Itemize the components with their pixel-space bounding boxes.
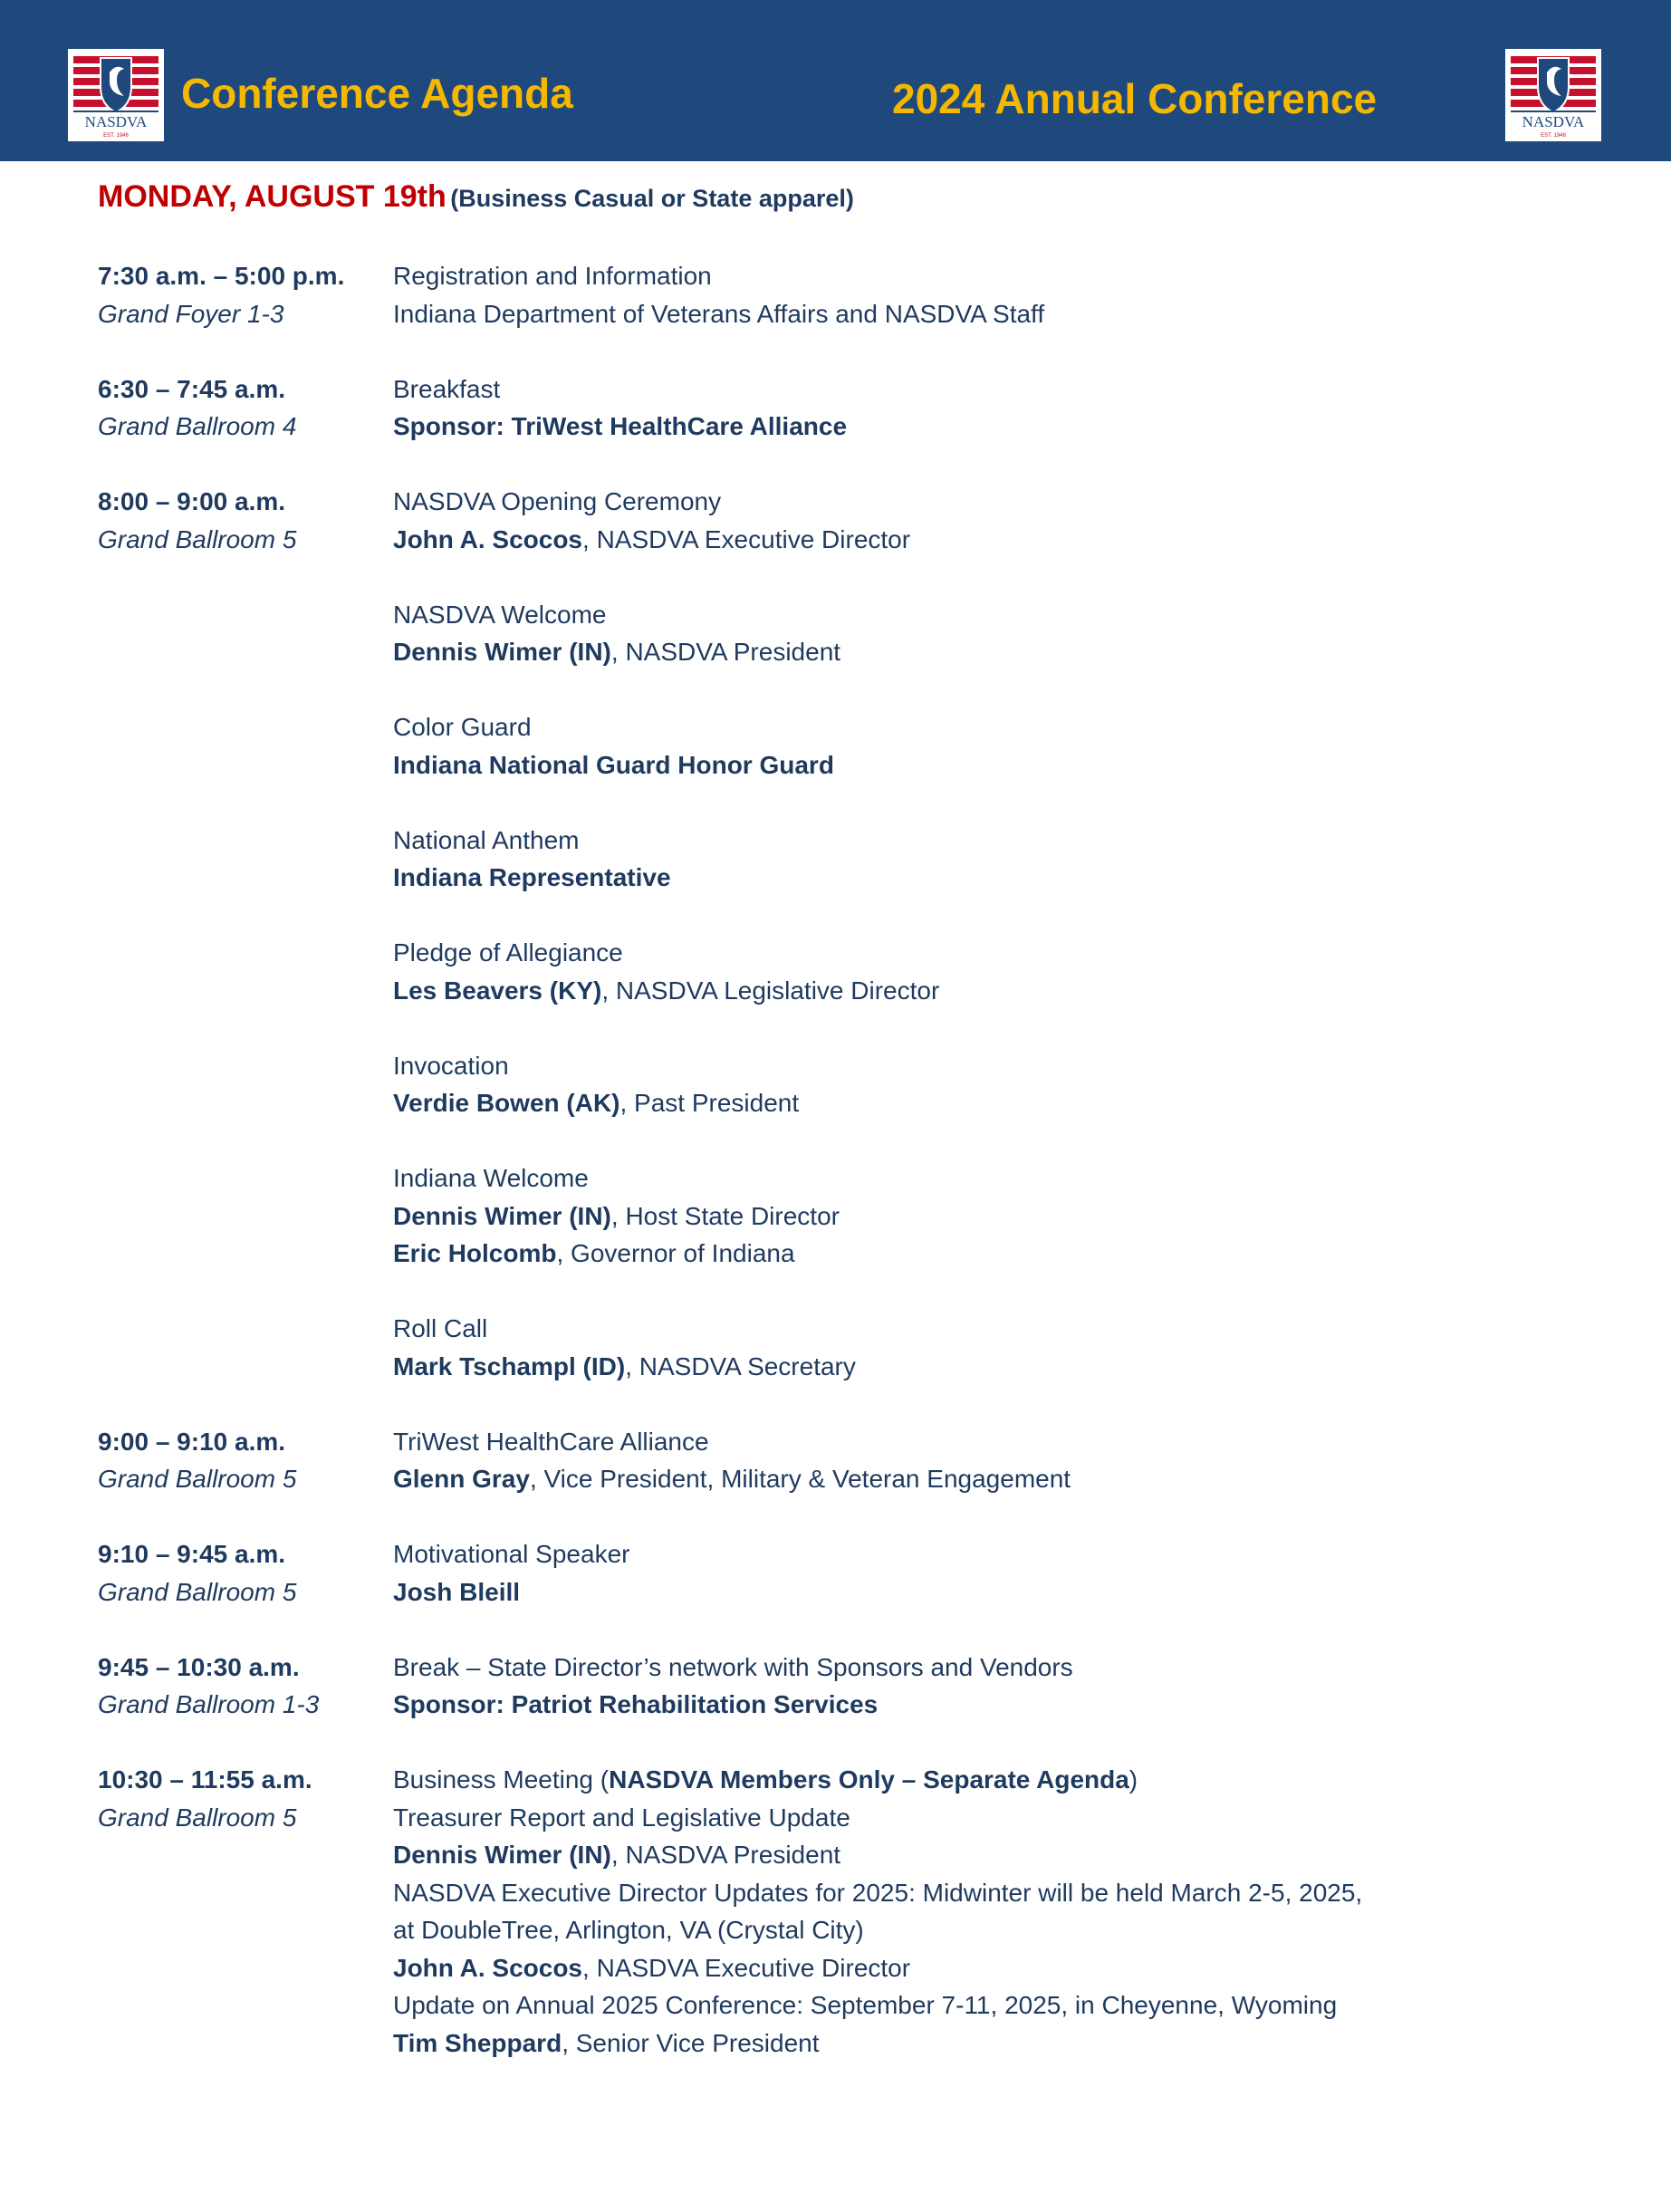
agenda-line xyxy=(393,1047,1625,1085)
line-text: Roll Call xyxy=(393,1314,488,1342)
agenda-line xyxy=(393,746,1625,784)
session-time: 9:45 – 10:30 a.m. xyxy=(98,1652,300,1681)
line-text: Color Guard xyxy=(393,713,532,741)
session-content xyxy=(393,483,1625,1385)
agenda-line xyxy=(393,596,1625,634)
agenda-line xyxy=(393,1686,1625,1724)
speaker-name: Eric Holcomb xyxy=(393,1239,557,1267)
session-room: Grand Ballroom 1-3 xyxy=(98,1690,320,1718)
line-text: Business Meeting ( xyxy=(393,1765,610,1794)
nasdva-logo-right xyxy=(1505,49,1601,141)
agenda-line xyxy=(393,1310,1625,1348)
agenda-item xyxy=(393,708,1625,784)
agenda-line xyxy=(393,1836,1625,1874)
agenda-item xyxy=(393,370,1625,446)
speaker-name: Indiana National Guard Honor Guard xyxy=(393,750,834,779)
line-text: Break – State Director’s network with Sponsors and Vendors xyxy=(393,1652,1073,1681)
agenda-item xyxy=(393,1047,1625,1122)
agenda-line xyxy=(393,1573,1625,1611)
line-text: Pledge of Allegiance xyxy=(393,938,623,967)
agenda-line xyxy=(393,708,1625,746)
speaker-name: John A. Scocos xyxy=(393,524,583,553)
line-text: NASDVA Welcome xyxy=(393,600,607,629)
agenda-line xyxy=(393,483,1625,521)
conference-title: 2024 Annual Conference xyxy=(892,75,1378,122)
agenda-line xyxy=(393,1348,1625,1386)
line-text: at DoubleTree, Arlington, VA (Crystal City) xyxy=(393,1916,864,1944)
agenda-line xyxy=(393,1986,1625,2024)
agenda-line xyxy=(393,1423,1625,1461)
agenda-line xyxy=(393,1084,1625,1122)
line-text: Indiana Welcome xyxy=(393,1164,589,1192)
session-room: Grand Foyer 1-3 xyxy=(98,299,284,328)
speaker-name: Verdie Bowen (AK) xyxy=(393,1089,620,1117)
logo-est: EST. 1946 xyxy=(1541,133,1566,139)
line-text: , NASDVA President xyxy=(610,1841,841,1869)
line-text: , NASDVA Secretary xyxy=(625,1351,856,1380)
session-content xyxy=(393,1423,1625,1498)
speaker-name: Glenn Gray xyxy=(393,1465,530,1493)
session-room: Grand Ballroom 5 xyxy=(98,1465,297,1493)
agenda-item xyxy=(393,1649,1625,1724)
speaker-name: Mark Tschampl (ID) xyxy=(393,1351,626,1380)
session-time: 9:00 – 9:10 a.m. xyxy=(98,1427,286,1456)
agenda-item xyxy=(393,257,1625,332)
agenda-item xyxy=(393,596,1625,671)
agenda-line xyxy=(393,370,1625,409)
agenda-line xyxy=(393,1761,1625,1799)
speaker-name: John A. Scocos xyxy=(393,1953,583,1982)
line-text: , NASDVA Executive Director xyxy=(582,1953,911,1982)
speaker-name: NASDVA Members Only – Separate Agenda xyxy=(609,1765,1129,1794)
speaker-name: Sponsor: TriWest HealthCare Alliance xyxy=(393,412,848,440)
agenda-line xyxy=(393,408,1625,446)
line-text: , Past President xyxy=(619,1089,800,1117)
agenda-line xyxy=(393,1949,1625,1987)
session-content xyxy=(393,1535,1625,1611)
line-text: , NASDVA Legislative Director xyxy=(601,976,940,1005)
line-text: NASDVA Executive Director Updates for 2025: Midwinter will be held March 2-5, 2025, xyxy=(393,1878,1363,1907)
speaker-name: Dennis Wimer (IN) xyxy=(393,1201,611,1230)
agenda-line xyxy=(393,1649,1625,1687)
session-room: Grand Ballroom 5 xyxy=(98,1577,297,1606)
day-title: MONDAY, AUGUST 19th xyxy=(98,179,447,214)
header-banner xyxy=(0,0,1671,161)
agenda-line xyxy=(393,1460,1625,1498)
agenda-line xyxy=(393,934,1625,972)
session-room: Grand Ballroom 4 xyxy=(98,412,297,440)
agenda-item xyxy=(393,934,1625,1009)
agenda-item xyxy=(393,1310,1625,1385)
agenda-line xyxy=(393,1197,1625,1236)
speaker-name: Dennis Wimer (IN) xyxy=(393,1841,611,1869)
agenda-line xyxy=(393,1159,1625,1197)
line-text: NASDVA Opening Ceremony xyxy=(393,487,722,515)
agenda-line xyxy=(393,1235,1625,1273)
line-text: Motivational Speaker xyxy=(393,1540,630,1568)
dress-code-note: (Business Casual or State apparel) xyxy=(450,185,854,212)
line-text: , Governor of Indiana xyxy=(556,1239,795,1267)
agenda-line xyxy=(393,2024,1625,2063)
session-content xyxy=(393,257,1625,332)
agenda-line xyxy=(393,521,1625,559)
line-text: , Host State Director xyxy=(610,1201,840,1230)
session-time: 9:10 – 9:45 a.m. xyxy=(98,1540,286,1568)
session-time: 6:30 – 7:45 a.m. xyxy=(98,374,286,403)
agenda-line xyxy=(393,1874,1625,1912)
line-text: , Vice President, Military & Veteran Engagement xyxy=(529,1465,1071,1493)
speaker-name: Les Beavers (KY) xyxy=(393,976,602,1005)
agenda-item xyxy=(393,822,1625,897)
speaker-name: Indiana Representative xyxy=(393,863,671,891)
speaker-name: Dennis Wimer (IN) xyxy=(393,638,611,666)
speaker-name: Sponsor: Patriot Rehabilitation Services xyxy=(393,1690,879,1718)
session-time: 7:30 a.m. – 5:00 p.m. xyxy=(98,262,345,290)
logo-est: EST. 1946 xyxy=(103,133,129,139)
logo-text: NASDVA xyxy=(1522,113,1585,130)
nasdva-logo-left xyxy=(68,49,164,141)
agenda-line xyxy=(393,822,1625,860)
line-text: ) xyxy=(1128,1765,1138,1794)
line-text: Breakfast xyxy=(393,374,501,403)
day-heading xyxy=(98,179,854,215)
session-room: Grand Ballroom 5 xyxy=(98,1803,297,1832)
session-time: 8:00 – 9:00 a.m. xyxy=(98,487,286,515)
line-text: Registration and Information xyxy=(393,262,712,290)
line-text: , NASDVA Executive Director xyxy=(582,524,911,553)
line-text: TriWest HealthCare Alliance xyxy=(393,1427,709,1456)
line-text: , NASDVA President xyxy=(610,638,841,666)
session-time: 10:30 – 11:55 a.m. xyxy=(98,1765,312,1794)
speaker-name: Josh Bleill xyxy=(393,1577,521,1606)
agenda-line xyxy=(393,859,1625,897)
session-content xyxy=(393,1761,1625,2062)
line-text: , Senior Vice President xyxy=(562,2028,820,2057)
line-text: Update on Annual 2025 Conference: September 7-11, 2025, in Cheyenne, Wyoming xyxy=(393,1991,1338,2019)
agenda-line xyxy=(393,1535,1625,1573)
agenda-item xyxy=(393,1761,1625,2062)
line-text: National Anthem xyxy=(393,825,580,854)
agenda-line xyxy=(393,257,1625,295)
line-text: Treasurer Report and Legislative Update xyxy=(393,1803,850,1832)
agenda-item xyxy=(393,1159,1625,1273)
agenda-item xyxy=(393,1535,1625,1611)
agenda-item xyxy=(393,483,1625,558)
session-content xyxy=(393,370,1625,446)
flag-eagle-icon xyxy=(1507,51,1599,139)
speaker-name: Tim Sheppard xyxy=(393,2028,562,2057)
session-content xyxy=(393,1649,1625,1724)
line-text: Invocation xyxy=(393,1051,509,1080)
line-text: Indiana Department of Veterans Affairs and NASDVA Staff xyxy=(393,299,1045,328)
agenda-title: Conference Agenda xyxy=(181,70,573,117)
session-room: Grand Ballroom 5 xyxy=(98,524,297,553)
agenda-line xyxy=(393,1911,1625,1949)
agenda-line xyxy=(393,633,1625,671)
logo-text: NASDVA xyxy=(84,113,148,130)
agenda-line xyxy=(393,1799,1625,1837)
agenda-line xyxy=(393,972,1625,1010)
flag-eagle-icon xyxy=(70,51,162,139)
agenda-item xyxy=(393,1423,1625,1498)
agenda-line xyxy=(393,295,1625,333)
